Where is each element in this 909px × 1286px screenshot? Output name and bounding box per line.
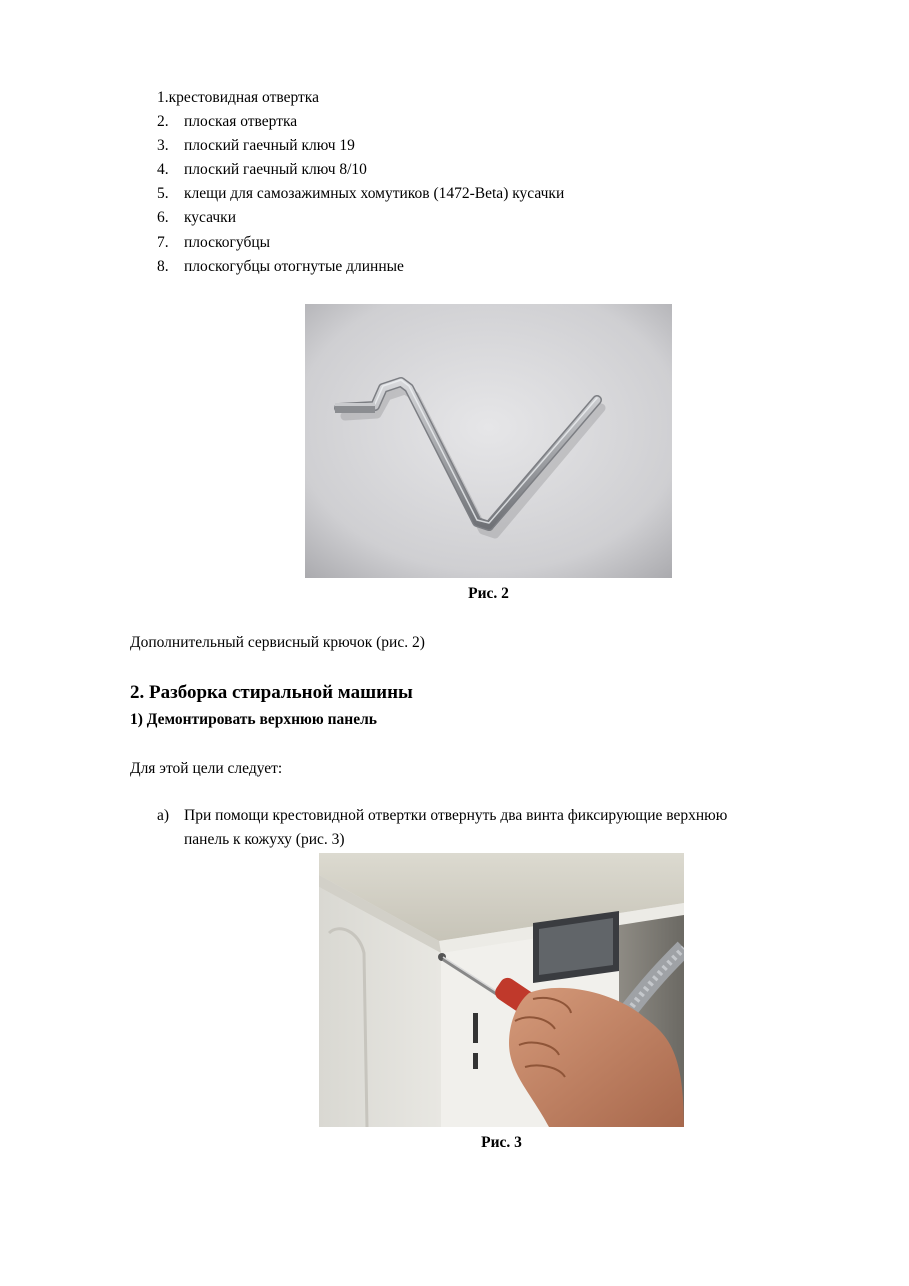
step-a (0, 806, 909, 852)
list-text: плоский гаечный ключ 8/10 (184, 161, 367, 178)
list-number: 3. (157, 137, 169, 154)
list-number: 5. (157, 185, 169, 202)
figure-2-description: Дополнительный сервисный крючок (рис. 2) (130, 634, 425, 651)
list-item (0, 233, 909, 253)
service-hook-photo (305, 304, 672, 578)
list-item (0, 208, 909, 228)
step-label: a) (157, 807, 170, 824)
list-text: клещи для самозажимных хомутиков (1472-Beta) кусачки (184, 185, 565, 202)
list-text: плоский гаечный ключ 19 (184, 137, 355, 154)
list-item (0, 112, 909, 132)
list-text: плоскогубцы (184, 234, 271, 251)
list-text: кусачки (184, 209, 237, 226)
list-number: 2. (157, 113, 169, 130)
list-item (0, 184, 909, 204)
figure-2-caption: Рис. 2 (468, 585, 509, 602)
list-number: 7. (157, 234, 169, 251)
list-item (0, 160, 909, 180)
list-text: плоскогубцы отогнутые длинные (184, 258, 404, 275)
section-subheading: 1) Демонтировать верхнюю панель (130, 711, 377, 728)
list-number: 6. (157, 209, 169, 226)
list-number: 4. (157, 161, 169, 178)
top-panel-screw-photo (319, 853, 684, 1127)
list-number: 8. (157, 258, 169, 275)
tools-list-item-1: 1.крестовидная отвертка (157, 89, 319, 106)
section-heading: 2. Разборка стиральной машины (130, 682, 413, 703)
list-item (0, 136, 909, 156)
step-text-line-1: При помощи крестовидной отвертки отвернуть два винта фиксирующие верхнюю (184, 807, 728, 824)
figure-3-caption: Рис. 3 (481, 1134, 522, 1151)
list-text: плоская отвертка (184, 113, 298, 130)
list-item (0, 257, 909, 277)
section-intro: Для этой цели следует: (130, 760, 283, 777)
step-text-line-2: панель к кожуху (рис. 3) (184, 831, 345, 848)
